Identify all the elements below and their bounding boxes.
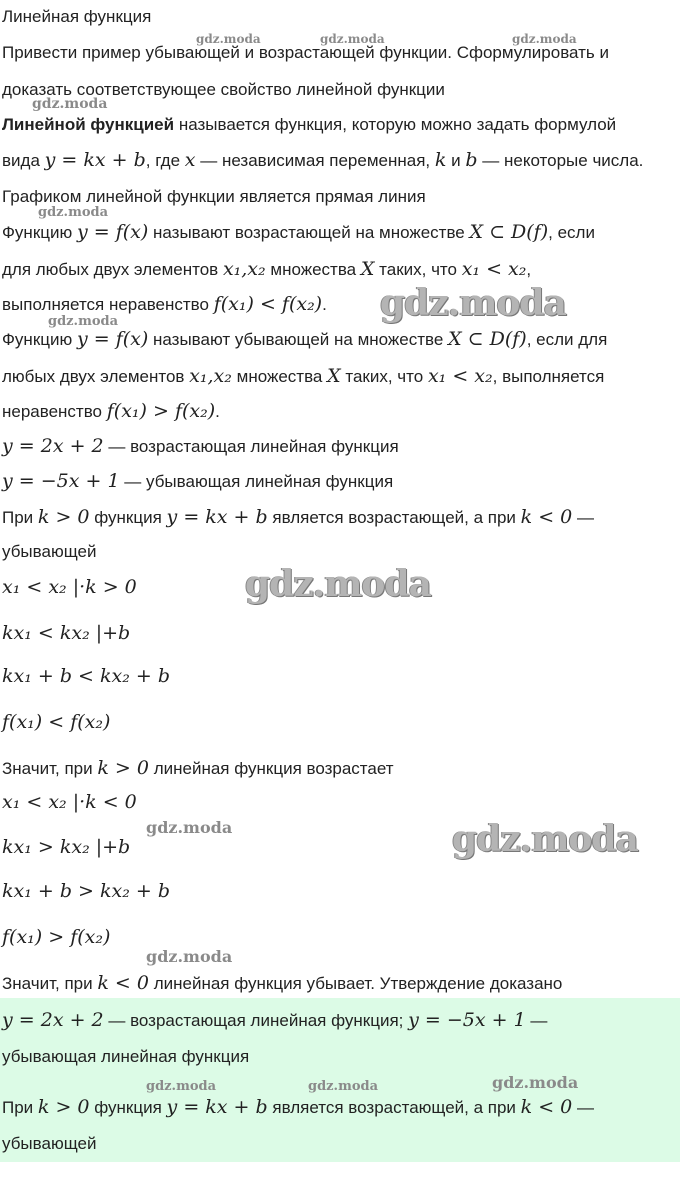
answer-line-3: При k > 0 функция y = kx + b является возрастающей, а при k < 0 — — [2, 1096, 595, 1118]
watermark-logo: gdz.moda — [380, 282, 566, 324]
proof-dec-step-3: kx₁ + b > kx₂ + b — [2, 880, 171, 902]
definition-line-1: Линейной функцией называется функция, которую можно задать формулой — [2, 115, 617, 134]
watermark-logo: gdz.moda — [512, 32, 577, 46]
proof-dec-conclusion: Значит, при k < 0 линейная функция убывает. Утверждение доказано — [2, 972, 563, 994]
answer-line-2: убывающая линейная функция — [2, 1047, 250, 1066]
section-title: Линейная функция — [2, 7, 152, 26]
answer-line-4: убывающей — [2, 1134, 97, 1153]
proof-inc-step-3: kx₁ + b < kx₂ + b — [2, 665, 171, 687]
example-decreasing: y = −5x + 1 — убывающая линейная функция — [2, 470, 394, 492]
example-increasing: y = 2x + 2 — возрастающая линейная функция — [2, 435, 399, 457]
watermark-logo: gdz.moda — [146, 818, 233, 837]
proof-dec-step-1: x₁ < x₂ |·k < 0 — [2, 791, 137, 813]
proof-inc-step-2: kx₁ < kx₂ |+b — [2, 622, 131, 644]
statement-line-2: убывающей — [2, 542, 97, 561]
watermark-logo: gdz.moda — [196, 32, 261, 46]
watermark-logo: gdz.moda — [32, 96, 108, 112]
proof-inc-step-1: x₁ < x₂ |·k > 0 — [2, 576, 137, 598]
watermark-logo: gdz.moda — [320, 32, 385, 46]
watermark-logo: gdz.moda — [146, 1079, 217, 1094]
graph-line: Графиком линейной функции является прямая линия — [2, 187, 426, 206]
increasing-def-line-2: для любых двух элементов x₁,x₂ множества X таких, что x₁ < x₂, — [2, 258, 532, 280]
watermark-logo: gdz.moda — [452, 818, 638, 860]
decreasing-def-line-3: неравенство f(x₁) > f(x₂). — [2, 400, 220, 422]
answer-line-1: y = 2x + 2 — возрастающая линейная функция; y = −5x + 1 — — [2, 1009, 548, 1031]
proof-dec-step-2: kx₁ > kx₂ |+b — [2, 836, 131, 858]
increasing-def-line-1: Функцию y = f(x) называют возрастающей на множестве X ⊂ D(f), если — [2, 221, 595, 243]
watermark-logo: gdz.moda — [492, 1073, 579, 1092]
watermark-logo: gdz.moda — [146, 947, 233, 966]
task-line-2: доказать соответствующее свойство линейной функции — [2, 80, 445, 99]
statement-line-1: При k > 0 функция y = kx + b является возрастающей, а при k < 0 — — [2, 506, 595, 528]
proof-inc-step-4: f(x₁) < f(x₂) — [2, 711, 111, 733]
watermark-logo: gdz.moda — [48, 314, 119, 329]
decreasing-def-line-1: Функцию y = f(x) называют убывающей на множестве X ⊂ D(f), если для — [2, 328, 608, 350]
task-line-1: Привести пример убывающей и возрастающей функции. Сформулировать и — [2, 43, 609, 62]
watermark-logo: gdz.moda — [308, 1079, 379, 1094]
watermark-logo: gdz.moda — [245, 563, 431, 605]
proof-inc-conclusion: Значит, при k > 0 линейная функция возрастает — [2, 757, 394, 779]
increasing-def-line-3: выполняется неравенство f(x₁) < f(x₂). — [2, 293, 327, 315]
proof-dec-step-4: f(x₁) > f(x₂) — [2, 926, 111, 948]
decreasing-def-line-2: любых двух элементов x₁,x₂ множества X таких, что x₁ < x₂, выполняется — [2, 365, 605, 387]
watermark-logo: gdz.moda — [38, 205, 109, 220]
definition-line-2: вида y = kx + b, где x — независимая переменная, k и b — некоторые числа. — [2, 149, 644, 171]
